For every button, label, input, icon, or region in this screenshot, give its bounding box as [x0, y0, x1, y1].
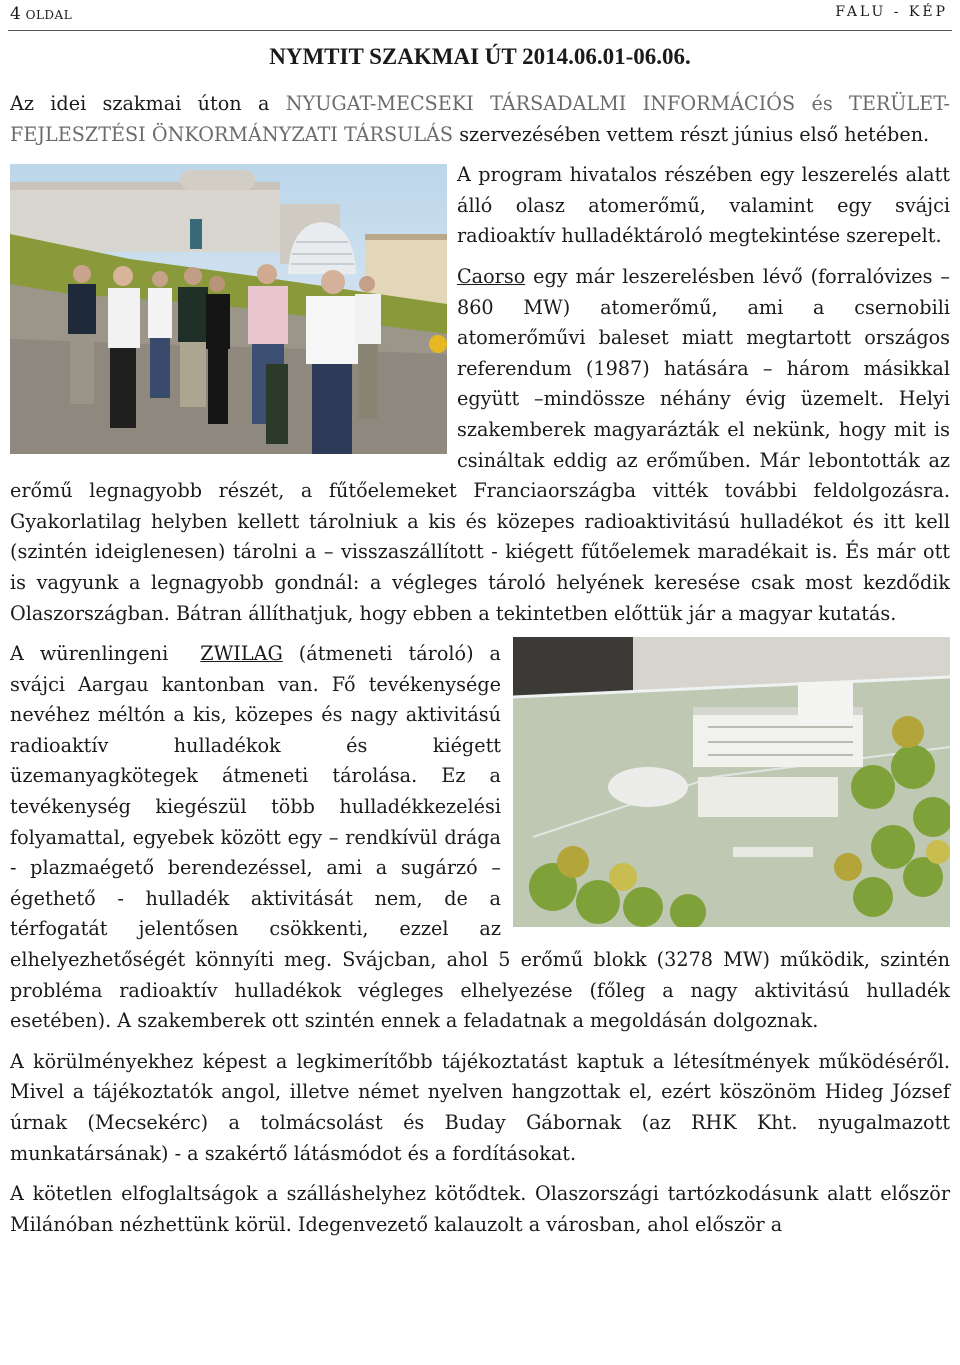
zwilag-text: (átmeneti tároló) a svájci Aargau kantonban van. Fő tevékenysége nevéhez méltón a kis, közepes és nagy aktivitású radioaktív hulladékok és kiégett üzemanyagkötegek átmeneti tárolása. Ez a tevékenység kiegészül több hulladékkezelési folyamattal, egyebek között egy – rendkívül drága - plazmaégető berendezéssel, ami a sugárzó – égethető - hulladék aktivitását nem, de a térfogatát jelentősen csökkenti, ezzel az elhelyezhetőségét könnyíti meg. Svájcban, ahol 5 erőmű blokk (3278 MW) működik, szintén probléma radioaktív hulladékok végleges elhelyezése (főleg a nagy aktivitású hulladék esetében). A szakemberek ott szintén ennek a feladatnak a megoldásán dolgoznak.	[10, 642, 950, 1033]
article-title: NYMTIT SZAKMAI ÚT 2014.06.01-06.06.	[269, 44, 691, 69]
zwilag-link[interactable]: ZWILAG	[200, 642, 283, 666]
last-paragraph: A kötetlen elfoglaltságok a szálláshelyhez kötődtek. Olaszországi tartózkodásunk alatt először Milánóban nézhettünk körül. Idegenvezető kalauzolt a városban, ahol először a	[10, 1182, 950, 1236]
page-number	[10, 4, 72, 24]
page-header	[8, 0, 952, 31]
page-number-value: 4	[10, 4, 21, 24]
group-photo-at-caorso	[10, 164, 447, 454]
article-body	[10, 89, 950, 1240]
caorso-text: egy már leszerelésben lévő (forralóvizes – 860 MW) atomerőmű, ami a csernobili atomerőművi baleset miatt megtartott országos referendum (1987) hatására – három másikkal együtt –mindössze néhány évig üzemelt. Helyi szakemberek magyarázták el nekünk, hogy mit is csináltak eddig az erőműben. Már lebontották az erőmű legnagyobb részét, a fűtőelemeket Franciaországba vitték további feldolgozásra. Gyakorlatilag helyben kellett tárolniuk a kis és közepes radioaktivitású hulladékot és itt kell (szintén ideiglenesen) tárolni a – visszaszállított - kiégett fűtőelemek maradékait is. És már ott is vagyunk a legnagyobb gondnál: a végleges tároló helyének keresése csak most kezdődik Olaszországban. Bátran állíthatjuk, hogy ebben a tekintetben előttük jár a magyar kutatás.	[10, 264, 950, 625]
publication-name: FALU - KÉP	[835, 4, 948, 20]
zwilag-before: A würenlingeni	[10, 642, 169, 666]
organization-name: NYUGAT-MECSEKI TÁRSADALMI INFORMÁCIÓS és TERÜLET-FEJLESZTÉSI ÖNKORMÁNYZATI TÁRSULÁS	[10, 92, 950, 146]
program-paragraph: A program hivatalos részében egy leszerelés alatt álló olasz atomerőmű, valamint egy svájci radioaktív hulladéktároló megtekintése szerepelt.	[457, 163, 950, 248]
page-number-label: OLDAL	[25, 8, 73, 22]
zwilag-model-photo	[513, 637, 950, 927]
intro-paragraph	[10, 89, 950, 150]
caorso-link[interactable]: Caorso	[457, 264, 526, 288]
thanks-paragraph: A körülményekhez képest a legkimerítőbb tájékoztatást kaptuk a létesítmények működéséről. Mivel a tájékoztatók angol, illetve német nyelven hangzottak el, ezért köszönöm Hideg József úrnak (Mecsekérc) a tolmácsolást és Buday Gábornak (az RHK Kht. nyugalmazott munkatársának) - a szakértő látásmódot és a fordításokat.	[10, 1049, 950, 1165]
intro-before: Az idei szakmai úton a	[10, 92, 270, 115]
intro-after: szervezésében vettem részt június első hetében.	[459, 122, 930, 146]
